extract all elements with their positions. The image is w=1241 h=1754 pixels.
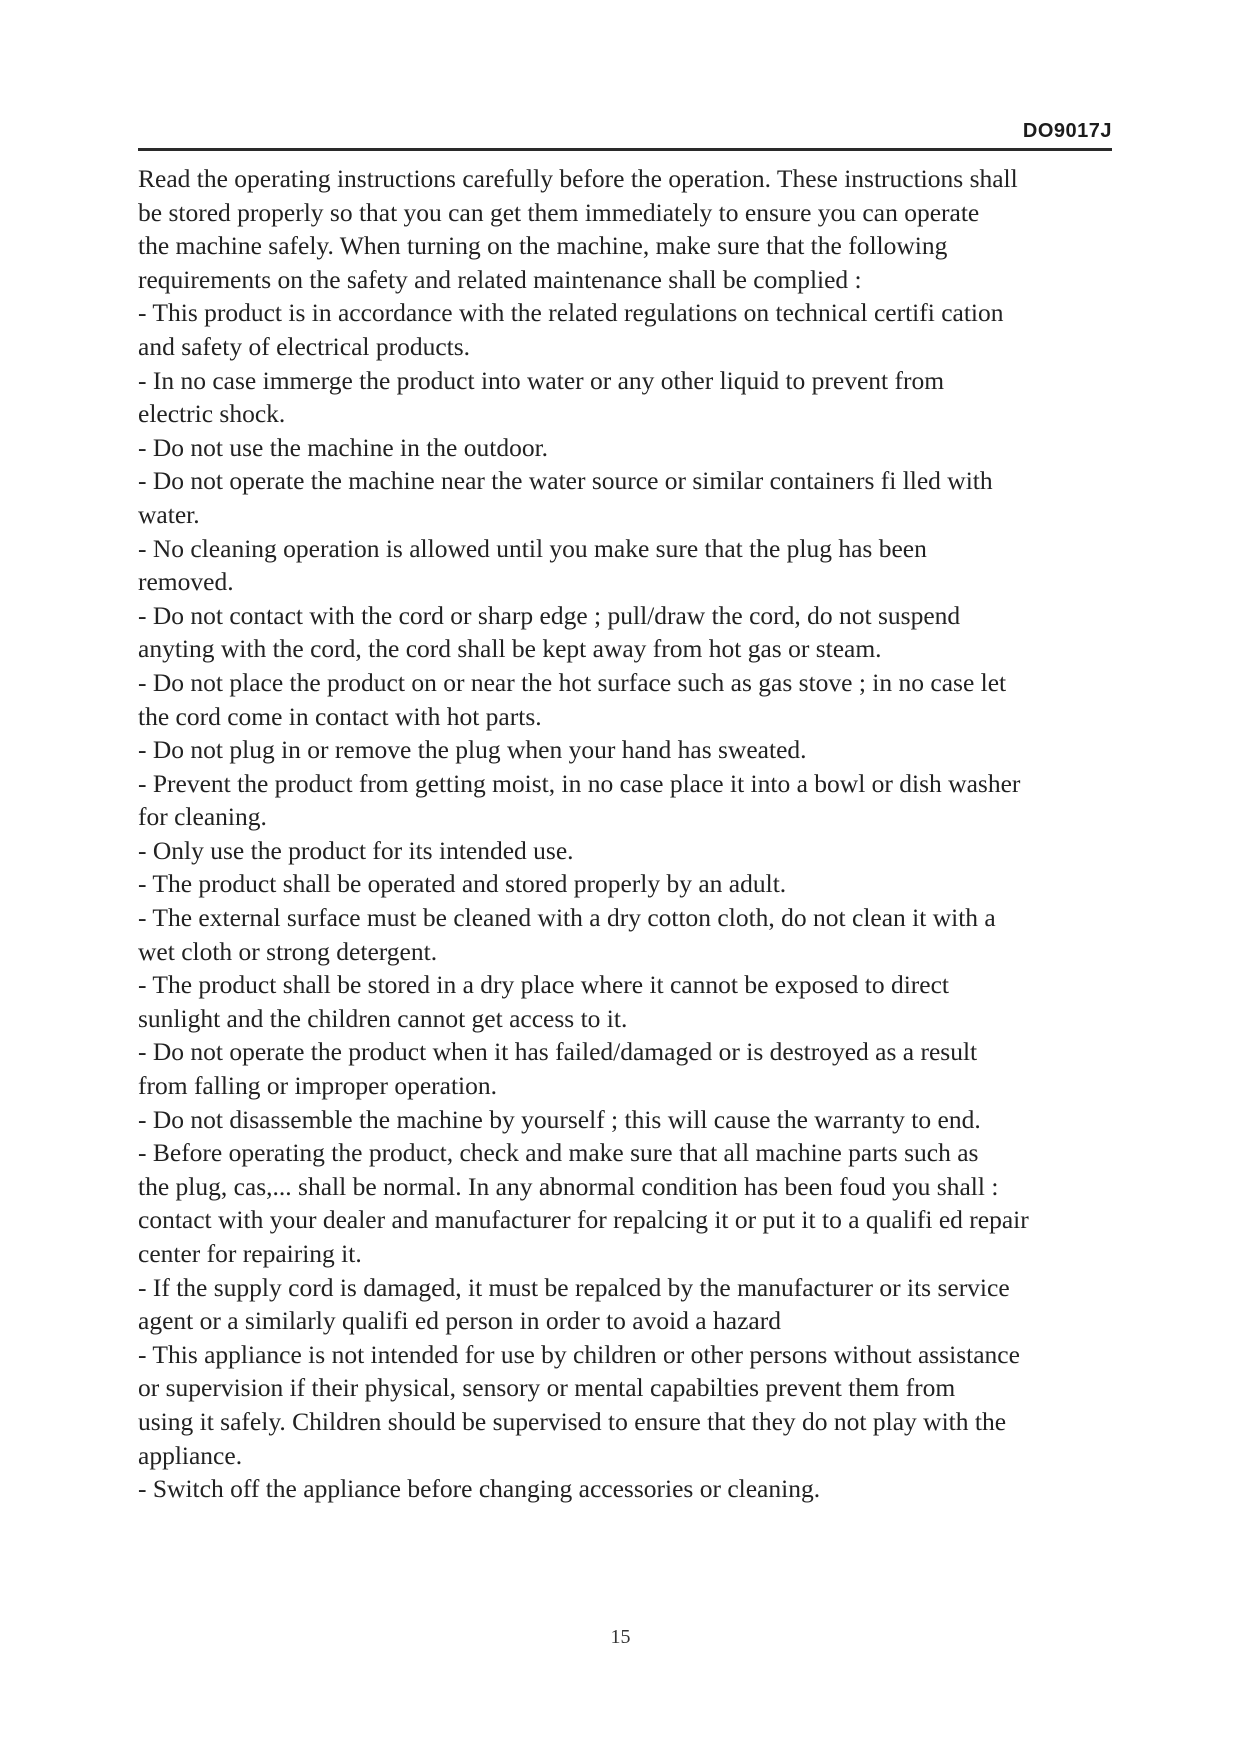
text-line: - Prevent the product from getting moist, in no case place it into a bowl or dish washer: [138, 768, 1021, 798]
text-line: - The product shall be operated and stored properly by an adult.: [138, 869, 787, 899]
text-line: - If the supply cord is damaged, it must be repalced by the manufacturer or its service: [138, 1272, 1010, 1302]
text-line: - Do not disassemble the machine by yourself ; this will cause the warranty to end.: [138, 1104, 981, 1134]
text-line: be stored properly so that you can get them immediately to ensure you can operate: [138, 197, 980, 227]
text-line: - In no case immerge the product into water or any other liquid to prevent from: [138, 365, 945, 395]
text-line: center for repairing it.: [138, 1239, 362, 1268]
text-line: Read the operating instructions carefully before the operation. These instructions shall: [138, 164, 1018, 193]
text-line: contact with your dealer and manufacturer for repalcing it or put it to a qualifi ed repair: [138, 1205, 1029, 1235]
text-line: removed.: [138, 567, 234, 597]
model-code: DO9017J: [1022, 120, 1112, 142]
text-line: the machine safely. When turning on the machine, make sure that the following: [138, 231, 948, 261]
text-line: sunlight and the children cannot get access to it.: [138, 1003, 628, 1033]
text-line: using it safely. Children should be supervised to ensure that they do not play with the: [138, 1406, 1007, 1436]
text-line: - Do not place the product on or near the hot surface such as gas stove ; in no case let: [138, 667, 1007, 697]
text-line: electric shock.: [138, 399, 286, 429]
text-line: - Do not operate the product when it has failed/damaged or is destroyed as a result: [138, 1037, 978, 1067]
text-line: - Do not use the machine in the outdoor.: [138, 432, 549, 462]
text-line: - Do not plug in or remove the plug when your hand has sweated.: [138, 735, 807, 765]
text-line: - This product is in accordance with the related regulations on technical certifi cation: [138, 298, 1004, 328]
text-line: requirements on the safety and related maintenance shall be complied :: [138, 264, 862, 294]
text-line: appliance.: [138, 1440, 243, 1470]
page-header: [138, 118, 1112, 150]
text-line: - Before operating the product, check and make sure that all machine parts such as: [138, 1138, 979, 1168]
text-line: - Do not operate the machine near the water source or similar containers fi lled with: [138, 466, 993, 496]
text-line: or supervision if their physical, sensory or mental capabilties prevent them from: [138, 1373, 956, 1403]
text-line: the plug, cas,... shall be normal. In any abnormal condition has been foud you shall :: [138, 1171, 999, 1201]
text-line: - The external surface must be cleaned with a dry cotton cloth, do not clean it with a: [138, 903, 996, 933]
text-line: agent or a similarly qualifi ed person in order to avoid a hazard: [138, 1306, 781, 1336]
text-line: wet cloth or strong detergent.: [138, 936, 438, 966]
text-line: the cord come in contact with hot parts.: [138, 701, 542, 731]
text-line: - No cleaning operation is allowed until you make sure that the plug has been: [138, 533, 927, 563]
text-line: anyting with the cord, the cord shall be kept away from hot gas or steam.: [138, 634, 882, 664]
text-line: - Switch off the appliance before changing accessories or cleaning.: [138, 1474, 821, 1504]
page-number: 15: [610, 1626, 631, 1648]
text-line: and safety of electrical products.: [138, 331, 471, 361]
text-line: from falling or improper operation.: [138, 1071, 498, 1101]
text-line: - Only use the product for its intended use.: [138, 835, 574, 865]
text-line: - Do not contact with the cord or sharp edge ; pull/draw the cord, do not suspend: [138, 600, 961, 630]
text-line: water.: [138, 499, 200, 529]
safety-instructions: [138, 162, 1118, 1506]
header-divider: [138, 148, 1112, 151]
text-line: - This appliance is not intended for use by children or other persons without assistance: [138, 1339, 1020, 1369]
text-line: for cleaning.: [138, 802, 267, 832]
text-line: - The product shall be stored in a dry place where it cannot be exposed to direct: [138, 970, 949, 1000]
